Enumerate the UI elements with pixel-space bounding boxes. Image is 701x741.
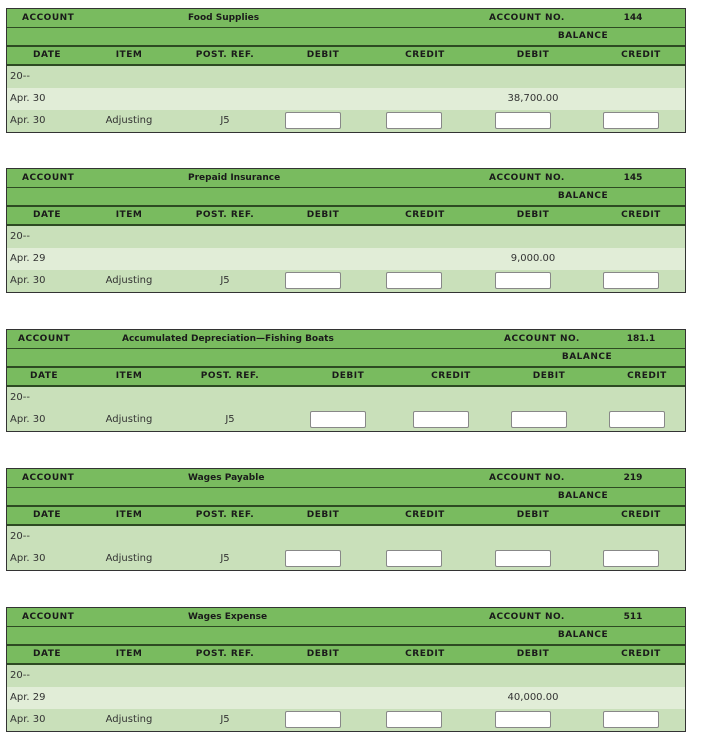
balance-debit-input[interactable] (495, 711, 551, 728)
account-label: ACCOUNT (22, 173, 75, 183)
row-date: Apr. 30 (10, 714, 46, 725)
balance-credit-input[interactable] (609, 411, 665, 428)
balance-debit-column-header: DEBIT (516, 210, 550, 220)
debit-column-header: DEBIT (306, 210, 340, 220)
balance-label: BALANCE (557, 491, 609, 501)
credit-column-header: CREDIT (431, 371, 471, 381)
credit-input[interactable] (386, 272, 442, 289)
debit-input[interactable] (285, 711, 341, 728)
credit-input[interactable] (386, 112, 442, 129)
row-item: Adjusting (105, 553, 153, 564)
row-item: Adjusting (105, 714, 153, 725)
row-post-ref: J5 (220, 275, 230, 286)
table-row (7, 88, 685, 110)
balance-credit-column-header: CREDIT (627, 371, 667, 381)
column-header-row (7, 646, 685, 665)
balance-credit-column-header: CREDIT (621, 50, 661, 60)
date-column-header: DATE (29, 371, 59, 381)
account-name: Food Supplies (188, 13, 260, 23)
balance-debit-column-header: DEBIT (516, 50, 550, 60)
post-ref-column-header: POST. REF. (195, 50, 255, 60)
row-item: Adjusting (105, 414, 153, 425)
balance-header-row (7, 627, 685, 646)
row-item: Adjusting (105, 275, 153, 286)
account-header-row (7, 9, 685, 28)
account-header-row (7, 330, 685, 349)
account-no-label: ACCOUNT NO. (489, 13, 565, 23)
table-row (7, 387, 685, 409)
row-date: 20-- (10, 231, 30, 242)
account-ledger (6, 607, 686, 732)
column-header-row (7, 368, 685, 387)
balance-label: BALANCE (557, 630, 609, 640)
post-ref-column-header: POST. REF. (195, 510, 255, 520)
balance-debit-input[interactable] (495, 550, 551, 567)
row-date: 20-- (10, 71, 30, 82)
balance-credit-column-header: CREDIT (621, 510, 661, 520)
account-label: ACCOUNT (18, 334, 71, 344)
row-date: 20-- (10, 531, 30, 542)
account-no-label: ACCOUNT NO. (504, 334, 580, 344)
credit-input[interactable] (386, 550, 442, 567)
date-column-header: DATE (32, 50, 62, 60)
debit-column-header: DEBIT (306, 649, 340, 659)
row-date: Apr. 30 (10, 115, 46, 126)
row-balance-debit: 40,000.00 (507, 692, 559, 703)
account-header-row (7, 469, 685, 488)
balance-debit-input[interactable] (495, 272, 551, 289)
account-ledger (6, 8, 686, 133)
account-number: 145 (623, 173, 643, 183)
account-no-label: ACCOUNT NO. (489, 473, 565, 483)
row-post-ref: J5 (220, 714, 230, 725)
balance-debit-input[interactable] (511, 411, 567, 428)
table-row (7, 110, 685, 132)
row-date: Apr. 30 (10, 275, 46, 286)
debit-column-header: DEBIT (306, 50, 340, 60)
balance-credit-column-header: CREDIT (621, 649, 661, 659)
table-row (7, 226, 685, 248)
row-date: Apr. 30 (10, 93, 46, 104)
credit-column-header: CREDIT (405, 210, 445, 220)
account-no-label: ACCOUNT NO. (489, 173, 565, 183)
table-row (7, 709, 685, 731)
account-name: Wages Expense (188, 612, 268, 622)
account-number: 144 (623, 13, 643, 23)
row-item: Adjusting (105, 115, 153, 126)
account-header-row (7, 169, 685, 188)
account-number: 219 (623, 473, 643, 483)
debit-input[interactable] (285, 272, 341, 289)
row-balance-debit: 9,000.00 (510, 253, 556, 264)
column-header-row (7, 207, 685, 226)
account-label: ACCOUNT (22, 13, 75, 23)
row-post-ref: J5 (220, 115, 230, 126)
date-column-header: DATE (32, 210, 62, 220)
balance-debit-input[interactable] (495, 112, 551, 129)
account-label: ACCOUNT (22, 473, 75, 483)
debit-input[interactable] (285, 550, 341, 567)
account-ledger (6, 168, 686, 293)
account-ledger (6, 468, 686, 571)
account-number: 181.1 (626, 334, 656, 344)
credit-column-header: CREDIT (405, 50, 445, 60)
account-name: Prepaid Insurance (188, 173, 281, 183)
item-column-header: ITEM (115, 371, 143, 381)
table-row (7, 409, 685, 431)
debit-column-header: DEBIT (306, 510, 340, 520)
balance-header-row (7, 349, 685, 368)
credit-column-header: CREDIT (405, 649, 445, 659)
debit-input[interactable] (310, 411, 366, 428)
row-post-ref: J5 (220, 553, 230, 564)
date-column-header: DATE (32, 510, 62, 520)
row-date: Apr. 29 (10, 692, 46, 703)
balance-credit-input[interactable] (603, 272, 659, 289)
table-row (7, 548, 685, 570)
balance-label: BALANCE (561, 352, 613, 362)
post-ref-column-header: POST. REF. (200, 371, 260, 381)
table-row (7, 270, 685, 292)
credit-input[interactable] (386, 711, 442, 728)
balance-credit-column-header: CREDIT (621, 210, 661, 220)
balance-header-row (7, 28, 685, 47)
credit-column-header: CREDIT (405, 510, 445, 520)
account-name: Wages Payable (188, 473, 265, 483)
row-balance-debit: 38,700.00 (507, 93, 559, 104)
balance-credit-input[interactable] (603, 711, 659, 728)
item-column-header: ITEM (115, 510, 143, 520)
post-ref-column-header: POST. REF. (195, 210, 255, 220)
item-column-header: ITEM (115, 649, 143, 659)
row-date: Apr. 30 (10, 553, 46, 564)
item-column-header: ITEM (115, 210, 143, 220)
balance-debit-column-header: DEBIT (516, 510, 550, 520)
account-name: Accumulated Depreciation—Fishing Boats (122, 334, 334, 344)
row-post-ref: J5 (225, 414, 235, 425)
balance-header-row (7, 488, 685, 507)
row-date: Apr. 29 (10, 253, 46, 264)
balance-credit-input[interactable] (603, 112, 659, 129)
table-row (7, 248, 685, 270)
date-column-header: DATE (32, 649, 62, 659)
column-header-row (7, 47, 685, 66)
row-date: 20-- (10, 392, 30, 403)
table-row (7, 526, 685, 548)
balance-header-row (7, 188, 685, 207)
credit-input[interactable] (413, 411, 469, 428)
balance-label: BALANCE (557, 31, 609, 41)
column-header-row (7, 507, 685, 526)
account-number: 511 (623, 612, 643, 622)
account-header-row (7, 608, 685, 627)
table-row (7, 66, 685, 88)
account-label: ACCOUNT (22, 612, 75, 622)
table-row (7, 687, 685, 709)
debit-column-header: DEBIT (331, 371, 365, 381)
account-ledger (6, 329, 686, 432)
balance-credit-input[interactable] (603, 550, 659, 567)
debit-input[interactable] (285, 112, 341, 129)
table-row (7, 665, 685, 687)
row-date: Apr. 30 (10, 414, 46, 425)
balance-label: BALANCE (557, 191, 609, 201)
balance-debit-column-header: DEBIT (516, 649, 550, 659)
row-date: 20-- (10, 670, 30, 681)
account-no-label: ACCOUNT NO. (489, 612, 565, 622)
item-column-header: ITEM (115, 50, 143, 60)
balance-debit-column-header: DEBIT (532, 371, 566, 381)
post-ref-column-header: POST. REF. (195, 649, 255, 659)
